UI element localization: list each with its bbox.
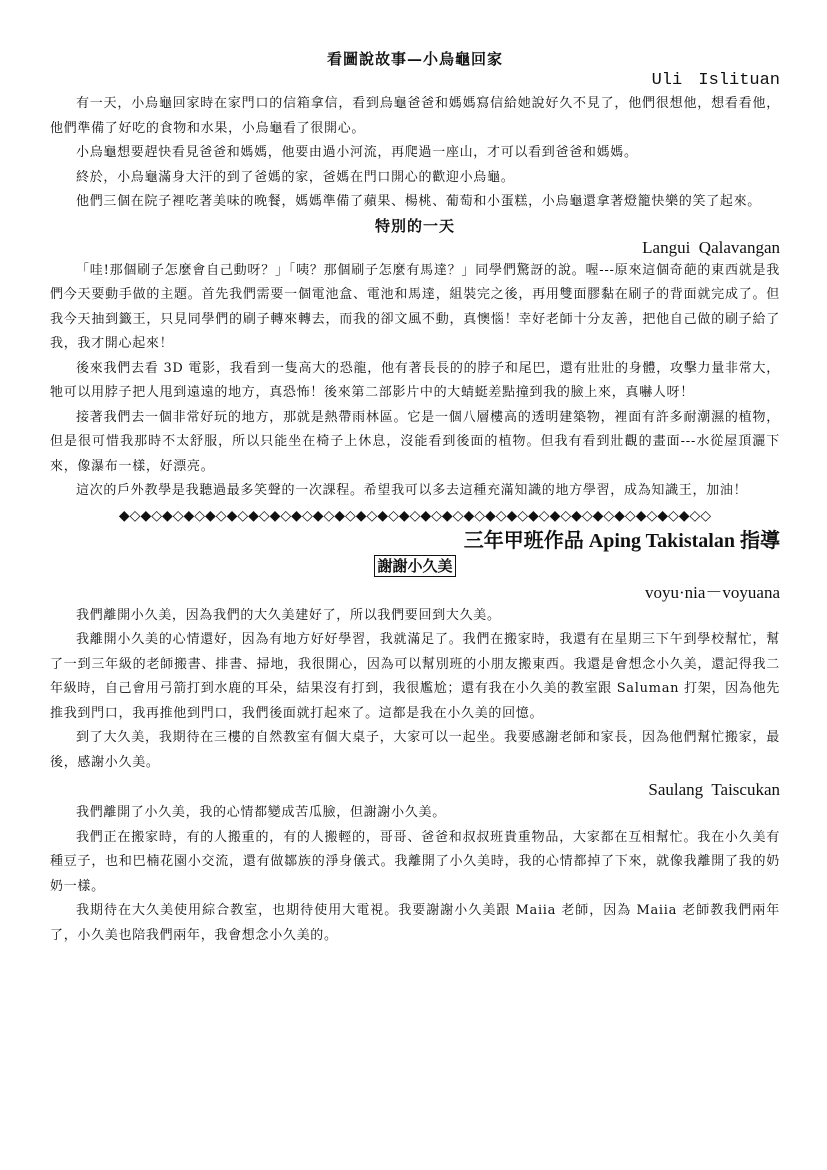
- class-heading: 三年甲班作品 Aping Takistalan 指導: [463, 529, 780, 552]
- story-author: Uli Islituan: [651, 71, 780, 90]
- story-paragraph: 有一天，小烏龜回家時在家門口的信箱拿信，看到烏龜爸爸和媽媽寫信給她說好久不見了，他們很想他，想看看他，他們準備了好吃的食物和水果，小烏龜看了很開心。: [50, 96, 780, 136]
- story-paragraph: 我期待在大久美使用綜合教室，也期待使用大電視。我要謝謝小久美跟 Maiia 老師，因為 Maiia 老師教我們兩年了，小久美也陪我們兩年，我會想念小久美的。: [50, 903, 780, 943]
- story-paragraph: 我們正在搬家時，有的人搬重的，有的人搬輕的，哥哥、爸爸和叔叔班貴重物品，大家都在互相幫忙。我在小久美有種豆子，也和巴楠花園小交流，還有做鄒族的淨身儀式。我離開了小久美時，我的心情都掉了下來，就像我離開了我的奶奶一樣。: [50, 829, 780, 894]
- story-paragraph: 小烏龜想要趕快看見爸爸和媽媽，他要由過小河流，再爬過一座山，才可以看到爸爸和媽媽。: [76, 145, 638, 160]
- newsletter-page: [50, 48, 780, 948]
- story-paragraph: 到了大久美，我期待在三樓的自然教室有個大桌子，大家可以一起坐。我要感謝老師和家長，因為他們幫忙搬家，最後，感謝小久美。: [50, 730, 780, 770]
- story-paragraph: 終於，小烏龜滿身大汗的到了爸媽的家，爸媽在門口開心的歡迎小烏龜。: [76, 169, 515, 185]
- story-author: Langui Qalavangan: [642, 237, 780, 257]
- boxed-title-wrap: [50, 554, 780, 578]
- story-author: voyu·nia－voyuana: [644, 582, 780, 602]
- story-paragraph: 後來我們去看 3D 電影，我看到一隻高大的恐龍，他有著長長的的脖子和尾巴，還有壯壯的身體，攻擊力量非常大，牠可以用脖子把人甩到遠遠的地方，真恐怖！後來第二部影片中的大蜻蜓差點撞到我的臉上來，真嚇人呀！: [50, 360, 780, 400]
- story-paragraph: 「哇!那個刷子怎麼會自己動呀？」「咦？那個刷子怎麼有馬達？」同學們驚訝的說。喔---原來這個奇葩的東西就是我們今天要動手做的主題。首先我們需要一個電池盒、電池和馬達，組裝完之後，再用雙面膠黏在刷子的背面就完成了。但我今天抽到籤王，只見同學們的刷子轉來轉去，而我的卻文風不動，真懊惱！幸好老師十分友善，把他自己做的刷子給了我，我才開心起來！: [50, 262, 780, 351]
- story-paragraph: 我們離開小久美，因為我們的大久美建好了，所以我們要回到大久美。: [76, 607, 501, 623]
- story-paragraph: 我離開小久美的心情還好，因為有地方好好學習，我就滿足了。我們在搬家時，我還有在星期三下午到學校幫忙，幫了一到三年級的老師搬書、排書、掃地，我很開心，因為可以幫別班的小朋友搬東西。我還是會想念小久美，還記得我二年級時，自己會用弓箭打到水鹿的耳朵，結果沒有打到，我很尷尬；還有我在小久美的教室跟 Saluman 打架，因為他先推我到門口，我再推他到門口，我們後面就打起來了。這都是我在小久美的回憶。: [50, 632, 780, 721]
- story-paragraph: 這次的戶外教學是我聽過最多笑聲的一次課程。希望我可以多去這種充滿知識的地方學習，成為知識王，加油！: [76, 483, 748, 498]
- story-paragraph: 接著我們去一個非常好玩的地方，那就是熱帶雨林區。它是一個八層樓高的透明建築物，裡面有許多耐潮濕的植物，但是很可惜我那時不太舒服，所以只能坐在椅子上休息，沒能看到後面的植物。但我有看到壯觀的畫面---水從屋頂灑下來，像瀑布一樣，好漂亮。: [50, 409, 780, 474]
- story-title: 特別的一天: [374, 216, 455, 235]
- story-title: 看圖說故事—小烏龜回家: [326, 50, 503, 68]
- story-author: Saulang Taiscukan: [648, 780, 780, 799]
- diamond-divider: ◆◇◆◇◆◇◆◇◆◇◆◇◆◇◆◇◆◇◆◇◆◇◆◇◆◇◆◇◆◇◆◇◆◇◆◇◆◇◆◇◆◇◆◇◆◇◆◇◆◇◆◇◆◇◇: [118, 507, 712, 524]
- story-paragraph: 我們離開了小久美，我的心情都變成苦瓜臉，但謝謝小久美。: [76, 805, 446, 820]
- story-title-boxed: 謝謝小久美: [374, 555, 455, 577]
- story-paragraph: 他們三個在院子裡吃著美味的晚餐，媽媽準備了蘋果、楊桃、葡萄和小蛋糕，小烏龜還拿著燈籠快樂的笑了起來。: [76, 194, 762, 209]
